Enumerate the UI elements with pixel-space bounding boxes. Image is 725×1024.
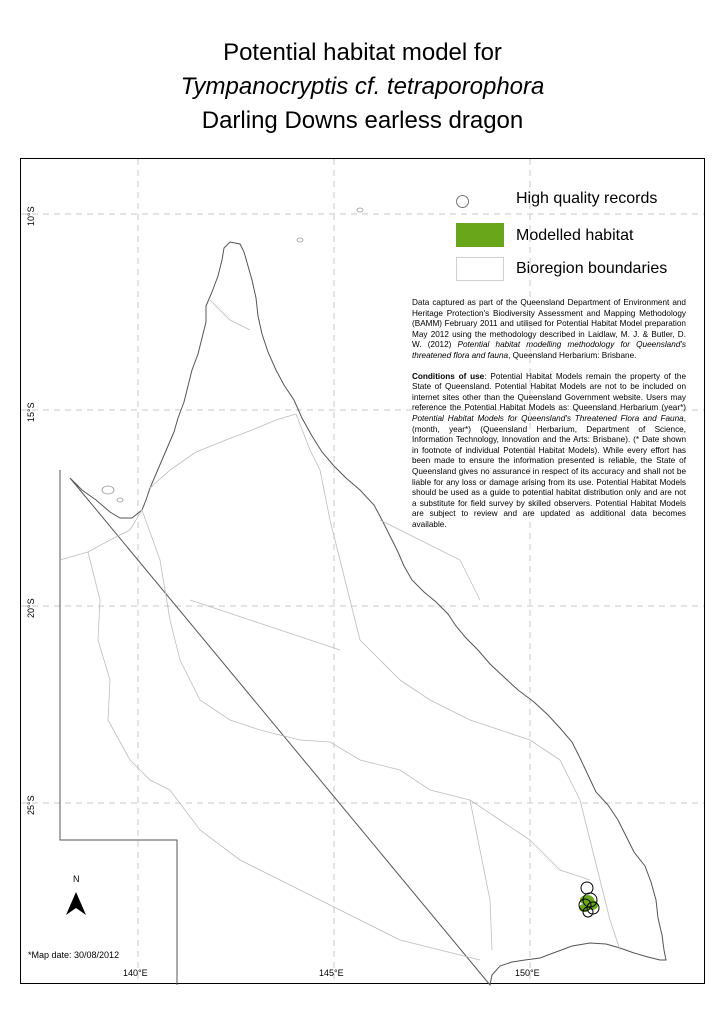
- lon-label-150e: 150°E: [515, 968, 540, 978]
- map-notes: [412, 298, 686, 540]
- bioregion-legend-label: Bioregion boundaries: [516, 260, 668, 277]
- bioregion-legend-swatch: [456, 257, 504, 281]
- gulf-islands: [102, 208, 363, 502]
- map-date: *Map date: 30/08/2012: [28, 950, 120, 960]
- title-line-2-species: Tympanocryptis cf. tetraporophora: [180, 73, 545, 100]
- habitat-legend-swatch: [456, 223, 504, 247]
- lat-label-10s: 10°S: [26, 206, 36, 226]
- records-legend-label: High quality records: [516, 190, 658, 207]
- habitat-legend-label: Modelled habitat: [516, 227, 634, 244]
- lat-label-15s: 15°S: [26, 402, 36, 422]
- lon-label-140e: 140°E: [123, 968, 148, 978]
- lat-label-25s: 25°S: [26, 795, 36, 815]
- records-legend-symbol: [456, 195, 469, 208]
- north-arrow-icon: [66, 892, 86, 915]
- title-line-3-common-name: Darling Downs earless dragon: [201, 107, 524, 134]
- lat-label-20s: 20°S: [26, 598, 36, 618]
- lon-label-145e: 145°E: [319, 968, 344, 978]
- data-capture-note: Data captured as part of the Queensland Department of Environment and Heritage Protection's Biodiversity Assessment and Mapping Methodology (BAMM) February 2011 and utilised for Potential Habitat Model preparation May 2012 using the methodology described in Laidlaw, M. J. & Butler, D. W. (2012) Potential habitat modelling methodology for Queensland's threatened flora and fauna, Queensland Herbarium: Brisbane.: [412, 298, 686, 360]
- north-label: N: [73, 874, 80, 884]
- conditions-of-use-note: Conditions of use: Potential Habitat Models remain the property of the State of Queensland. Potential Habitat Models are not to be included on internet sites other than the Queensland Government website. Users may reference the Potential Habitat Models as: Queensland Herbarium (year*) Potential Habitat Models for Queensland's Threatened Flora and Fauna, (month, year*) (Queensland Herbarium, Department of Science, Information Technology, Innovation and the Arts: Brisbane). (* Date shown in footnote of individual Potential Habitat Models). While every effort has been made to ensure the information presented is reliable, the State of Queensland gives no assurance in respect of its accuracy and shall not be liable for any loss or damage arising from its use. Potential Habitat Models should be used as a guide to potential habitat distribution only and are not a substitute for field survey by skilled observers. Potential Habitat Models are subject to review and are updated as additional data becomes available.: [412, 371, 686, 529]
- graticule: [21, 159, 704, 983]
- title-line-1: Potential habitat model for: [223, 39, 502, 66]
